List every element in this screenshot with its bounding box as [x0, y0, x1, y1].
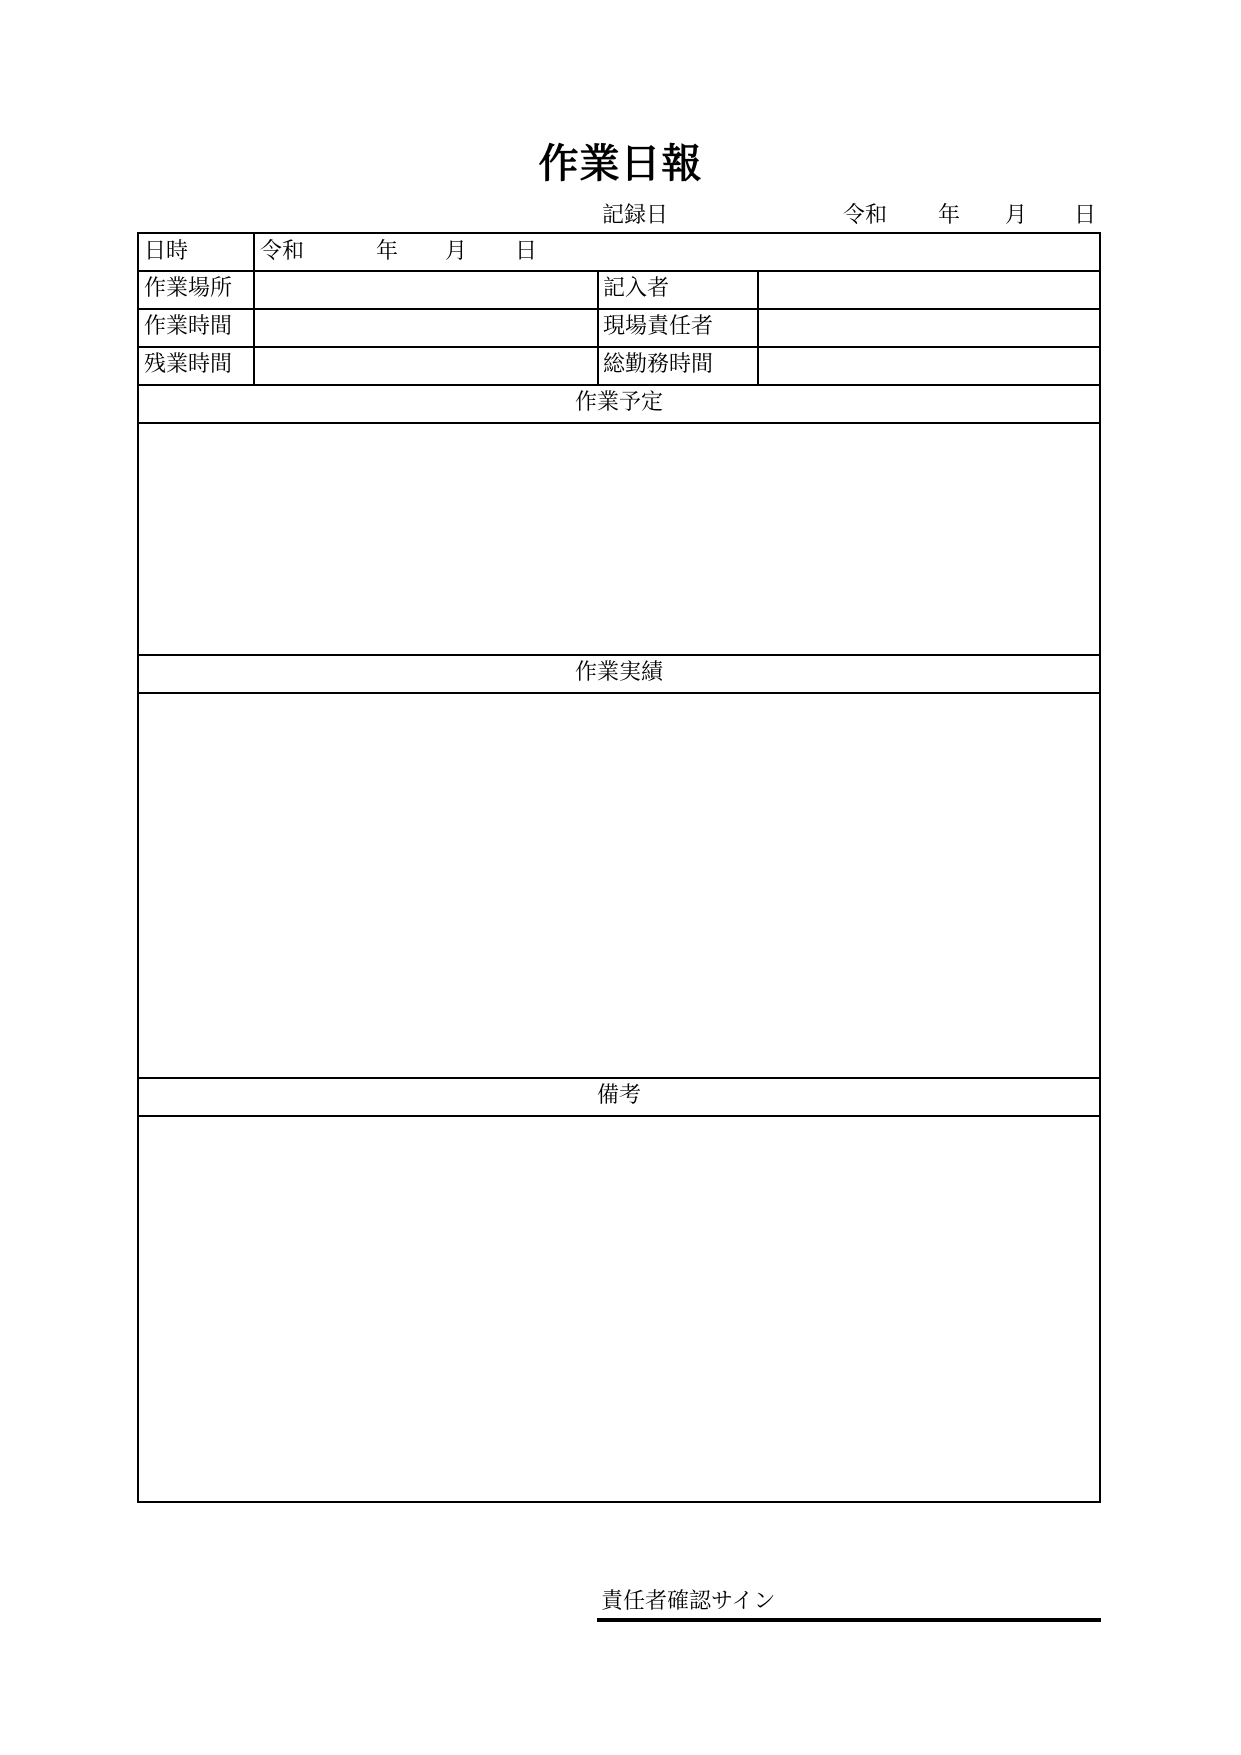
- overtime-label: 残業時間: [144, 352, 233, 377]
- datetime-label: 日時: [144, 239, 189, 264]
- results-section-header: 作業実績: [574, 660, 663, 685]
- datetime-year: 年: [376, 239, 399, 264]
- column-divider: [597, 270, 599, 384]
- notes-field[interactable]: [139, 1117, 1099, 1501]
- datetime-era: 令和: [260, 239, 305, 264]
- datetime-field[interactable]: [255, 234, 1099, 270]
- datetime-day: 日: [515, 239, 538, 264]
- record-date-day: 日: [1074, 203, 1097, 228]
- total-hours-field[interactable]: [759, 348, 1099, 384]
- record-date-label: 記録日: [602, 203, 669, 228]
- filled-by-field[interactable]: [759, 272, 1099, 308]
- total-hours-label: 総勤務時間: [603, 352, 714, 377]
- report-form: [137, 232, 1101, 1503]
- notes-section-header: 備考: [596, 1083, 641, 1108]
- signature-line[interactable]: [597, 1618, 1101, 1622]
- plan-section-header: 作業予定: [574, 390, 663, 415]
- filled-by-label: 記入者: [603, 276, 670, 301]
- work-time-label: 作業時間: [144, 314, 233, 339]
- page-title: 作業日報: [538, 141, 703, 187]
- plan-field[interactable]: [139, 424, 1099, 654]
- site-manager-label: 現場責任者: [603, 314, 714, 339]
- work-time-field[interactable]: [255, 310, 597, 346]
- signature-label: 責任者確認サイン: [601, 1589, 776, 1614]
- record-date-year: 年: [938, 203, 961, 228]
- results-field[interactable]: [139, 694, 1099, 1077]
- record-date-era: 令和: [843, 203, 888, 228]
- datetime-month: 月: [445, 239, 468, 264]
- work-place-field[interactable]: [255, 272, 597, 308]
- record-date-month: 月: [1005, 203, 1028, 228]
- overtime-field[interactable]: [255, 348, 597, 384]
- site-manager-field[interactable]: [759, 310, 1099, 346]
- work-place-label: 作業場所: [144, 276, 233, 301]
